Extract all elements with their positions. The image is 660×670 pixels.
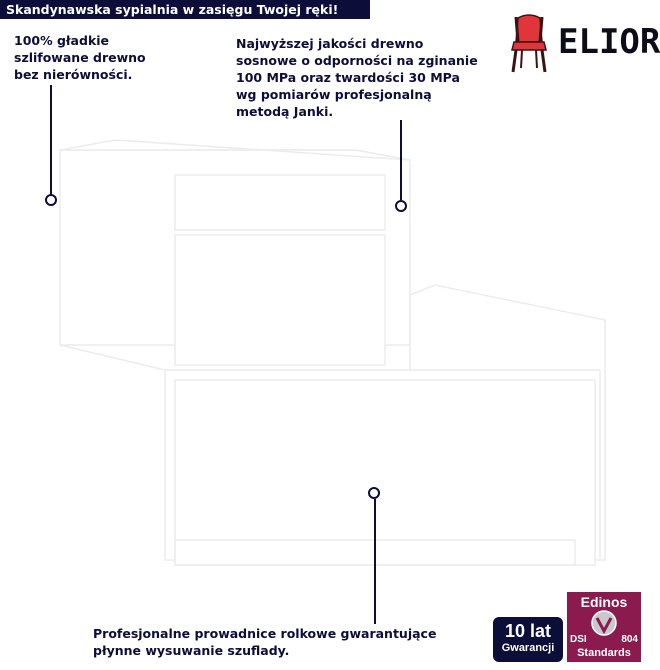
note-smooth-wood (14, 32, 146, 83)
standards-code-left: DSI (570, 634, 587, 645)
note-line: metodą Janki. (236, 104, 334, 119)
note-line: 100 MPa oraz twardości 30 MPa (236, 70, 460, 85)
standards-label: Standards (577, 647, 631, 659)
warranty-badge (493, 617, 563, 662)
warranty-label: Gwarancji (501, 642, 555, 654)
pin-marker (45, 194, 57, 206)
note-line: Najwyższej jakości drewno (236, 36, 424, 51)
note-line: sosnowe o odporności na zginanie (236, 53, 478, 68)
note-line: Profesjonalne prowadnice rolkowe gwarantujące (93, 626, 437, 641)
standards-code-right: 804 (621, 634, 638, 645)
pin-marker (368, 487, 380, 499)
note-line: bez nierówności. (14, 67, 133, 82)
leader-line (400, 120, 402, 200)
note-line: płynne wysuwanie szuflady. (93, 643, 290, 658)
brand-logo-text: ELIOR (558, 22, 660, 62)
note-drawer-runners (93, 625, 436, 659)
note-pine-wood (236, 35, 478, 120)
nightstand-image (55, 135, 615, 579)
note-line: szlifowane drewno (14, 50, 146, 65)
pin-marker (395, 200, 407, 212)
chair-icon (500, 12, 558, 78)
standards-brand: Edinos (580, 594, 628, 610)
leader-line (50, 85, 52, 195)
standards-seal-icon (590, 609, 618, 642)
note-line: wg pomiarów profesjonalną (236, 87, 432, 102)
page-banner: Skandynawska sypialnia w zasięgu Twojej ręki! (0, 0, 370, 19)
warranty-years: 10 lat (504, 621, 552, 641)
leader-line (374, 499, 376, 624)
note-line: 100% gładkie (14, 33, 110, 48)
standards-badge (567, 592, 641, 662)
